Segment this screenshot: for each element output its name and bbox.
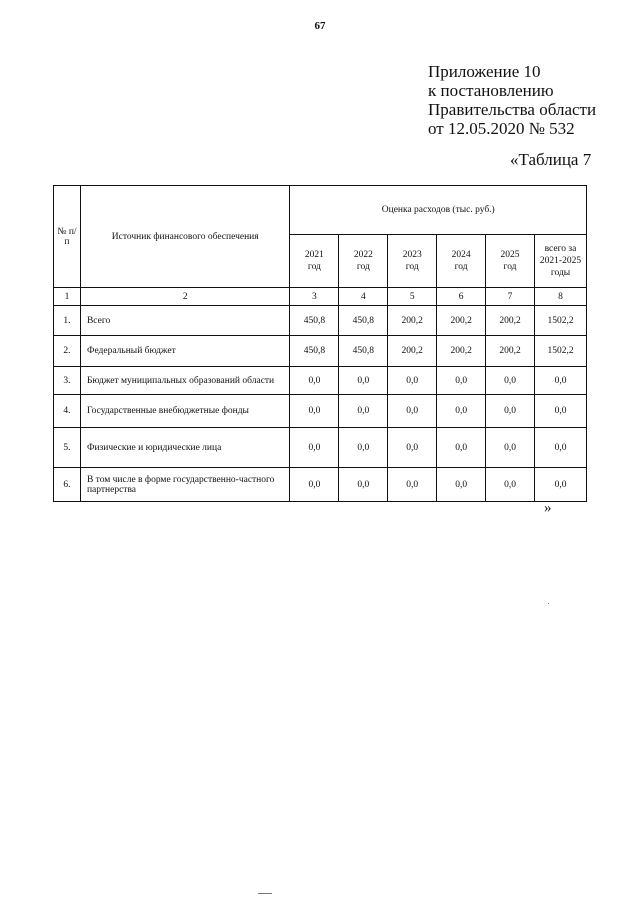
row-value: 0,0 bbox=[437, 395, 486, 428]
row-value: 0,0 bbox=[290, 367, 339, 395]
col-number: 3 bbox=[290, 288, 339, 306]
table-row bbox=[54, 306, 587, 336]
table-row bbox=[54, 468, 587, 502]
row-value: 0,0 bbox=[290, 428, 339, 468]
header-year-2023: 2023 год bbox=[388, 235, 437, 288]
row-value: 0,0 bbox=[437, 367, 486, 395]
row-value: 0,0 bbox=[339, 468, 388, 502]
row-num: 6. bbox=[54, 468, 81, 502]
row-value: 0,0 bbox=[486, 428, 535, 468]
row-value: 0,0 bbox=[388, 428, 437, 468]
row-num: 5. bbox=[54, 428, 81, 468]
row-source: В том числе в форме государственно-частного партнерства bbox=[80, 468, 290, 502]
row-value: 0,0 bbox=[486, 367, 535, 395]
column-numbers-row bbox=[54, 288, 587, 306]
row-value: 0,0 bbox=[486, 395, 535, 428]
col-number: 7 bbox=[486, 288, 535, 306]
row-source: Физические и юридические лица bbox=[80, 428, 290, 468]
table-row bbox=[54, 336, 587, 367]
table-row bbox=[54, 395, 587, 428]
row-value: 450,8 bbox=[339, 306, 388, 336]
header-source: Источник финансового обеспечения bbox=[80, 186, 290, 288]
closing-quote: » bbox=[544, 500, 552, 516]
appendix-line-2: к постановлению bbox=[428, 81, 554, 100]
table-row bbox=[54, 428, 587, 468]
row-value: 0,0 bbox=[388, 395, 437, 428]
row-source: Федеральный бюджет bbox=[80, 336, 290, 367]
header-year-2025: 2025 год bbox=[486, 235, 535, 288]
row-value: 0,0 bbox=[535, 468, 587, 502]
row-value: 0,0 bbox=[339, 395, 388, 428]
row-value: 0,0 bbox=[535, 428, 587, 468]
row-value: 200,2 bbox=[486, 306, 535, 336]
header-year-2021: 2021 год bbox=[290, 235, 339, 288]
col-number: 1 bbox=[54, 288, 81, 306]
row-num: 3. bbox=[54, 367, 81, 395]
page-number: 67 bbox=[314, 20, 326, 32]
scan-speck bbox=[258, 893, 272, 894]
header-estimate: Оценка расходов (тыс. руб.) bbox=[290, 186, 587, 235]
table-row bbox=[54, 367, 587, 395]
table-title: «Таблица 7 bbox=[510, 150, 592, 169]
row-value: 0,0 bbox=[437, 468, 486, 502]
row-value: 0,0 bbox=[486, 468, 535, 502]
row-source: Государственные внебюджетные фонды bbox=[80, 395, 290, 428]
row-value: 1502,2 bbox=[535, 306, 587, 336]
row-value: 0,0 bbox=[290, 468, 339, 502]
row-value: 0,0 bbox=[339, 428, 388, 468]
col-number: 2 bbox=[80, 288, 290, 306]
row-value: 0,0 bbox=[535, 367, 587, 395]
financing-table bbox=[53, 185, 587, 502]
row-value: 0,0 bbox=[388, 367, 437, 395]
row-source: Всего bbox=[80, 306, 290, 336]
header-num: № п/п bbox=[54, 186, 81, 288]
col-number: 5 bbox=[388, 288, 437, 306]
header-year-2024: 2024 год bbox=[437, 235, 486, 288]
appendix-line-3: Правительства области bbox=[428, 100, 597, 119]
row-value: 200,2 bbox=[388, 306, 437, 336]
row-value: 0,0 bbox=[437, 428, 486, 468]
col-number: 8 bbox=[535, 288, 587, 306]
row-value: 0,0 bbox=[339, 367, 388, 395]
row-value: 0,0 bbox=[388, 468, 437, 502]
col-number: 4 bbox=[339, 288, 388, 306]
row-num: 1. bbox=[54, 306, 81, 336]
appendix-line-1: Приложение 10 bbox=[428, 62, 541, 81]
scan-speck bbox=[548, 603, 549, 604]
row-value: 200,2 bbox=[388, 336, 437, 367]
header-year-2022: 2022 год bbox=[339, 235, 388, 288]
row-value: 1502,2 bbox=[535, 336, 587, 367]
row-num: 4. bbox=[54, 395, 81, 428]
appendix-line-4: от 12.05.2020 № 532 bbox=[428, 119, 575, 138]
row-value: 0,0 bbox=[290, 395, 339, 428]
row-value: 450,8 bbox=[290, 336, 339, 367]
col-number: 6 bbox=[437, 288, 486, 306]
header-total: всего за 2021-2025 годы bbox=[535, 235, 587, 288]
row-value: 200,2 bbox=[437, 336, 486, 367]
row-source: Бюджет муниципальных образований области bbox=[80, 367, 290, 395]
appendix-header bbox=[428, 62, 596, 138]
row-num: 2. bbox=[54, 336, 81, 367]
row-value: 450,8 bbox=[290, 306, 339, 336]
row-value: 0,0 bbox=[535, 395, 587, 428]
row-value: 450,8 bbox=[339, 336, 388, 367]
row-value: 200,2 bbox=[486, 336, 535, 367]
row-value: 200,2 bbox=[437, 306, 486, 336]
